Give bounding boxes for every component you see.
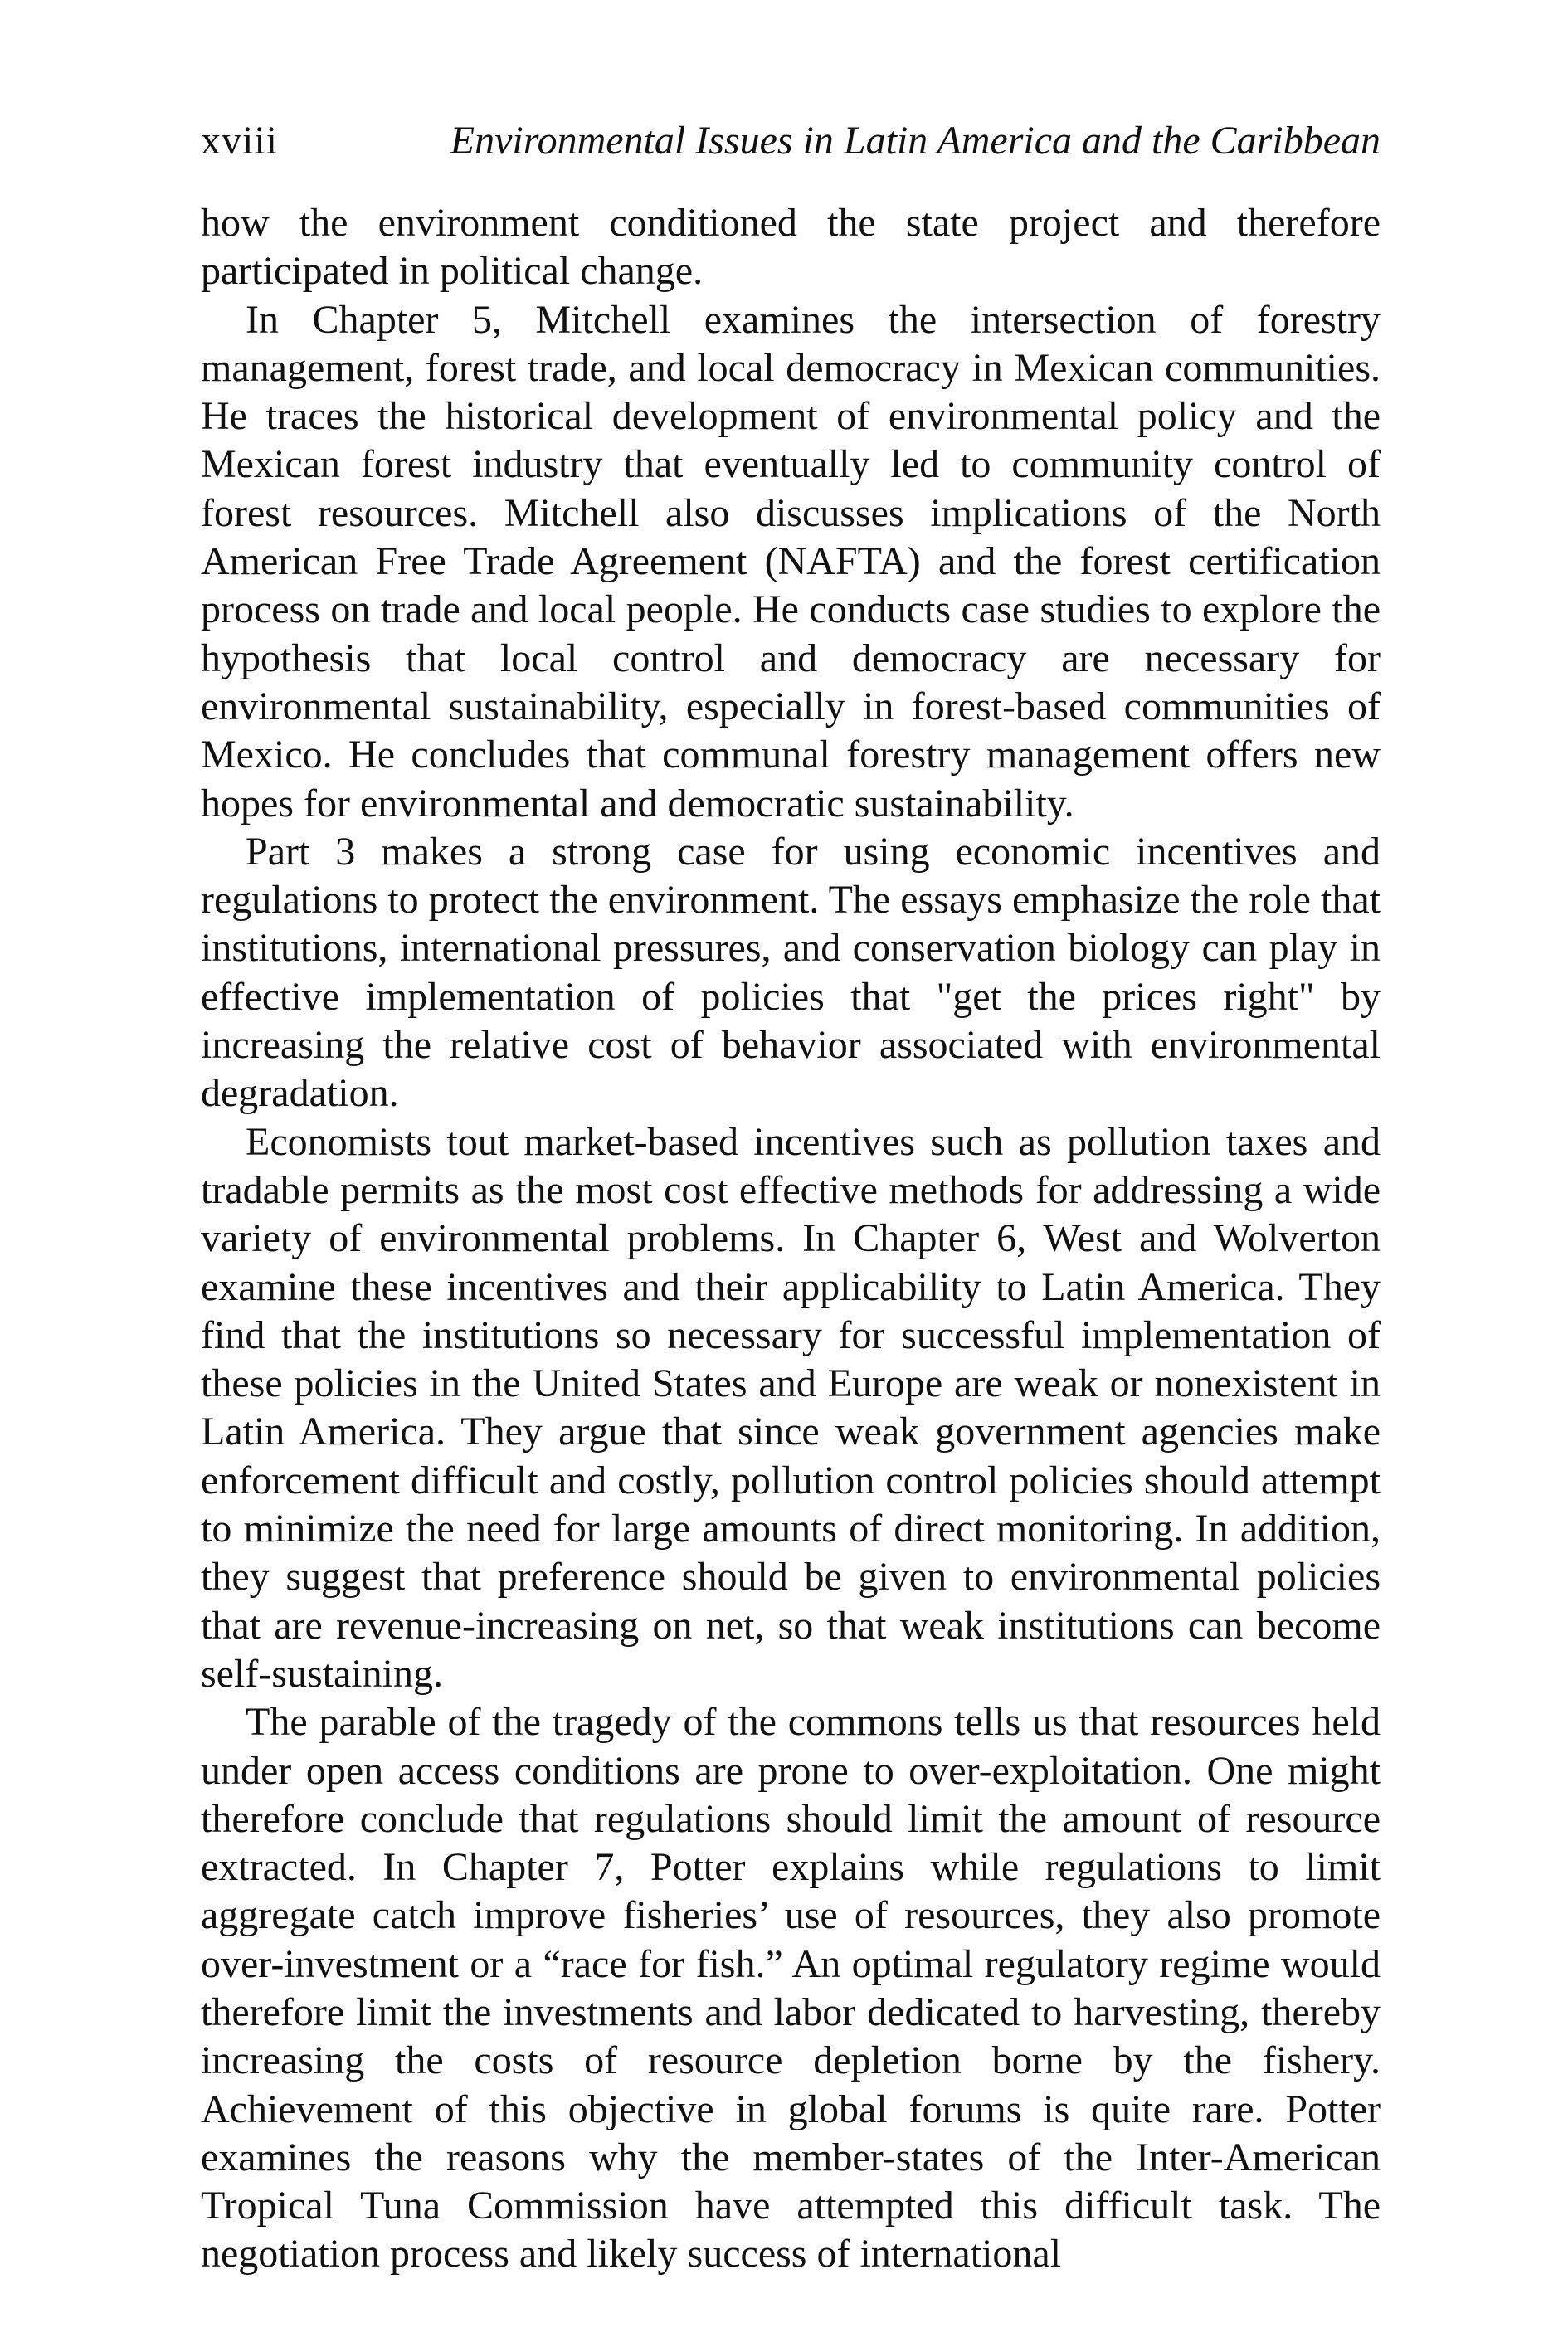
book-page	[201, 116, 1381, 2279]
book-title: Environmental Issues in Latin America and the Caribbean	[450, 119, 1381, 163]
paragraph-part-3: Part 3 makes a strong case for using economic incentives and regulations to protect the environment. The essays emphasize the role that institutions, international pressures, and conservation biology can play in effective implementation of policies that "get the prices right" by increasing the relative cost of behavior associated with environmental degradation.	[201, 829, 1381, 1116]
page-number: xviii	[201, 119, 279, 163]
paragraph-continuation: how the environment conditioned the state project and therefore participated in political change.	[201, 201, 1381, 294]
paragraph-chapter-6: Economists tout market-based incentives such as pollution taxes and tradable permits as the most cost effective methods for addressing a wide variety of environmental problems. In Chapter 6, West and Wolverton examine these incentives and their applicability to Latin America. They find that the institutions so necessary for successful implementation of these policies in the United States and Europe are weak or nonexistent in Latin America. They argue that since weak government agencies make enforcement difficult and costly, pollution control policies should attempt to minimize the need for large amounts of direct monitoring. In addition, they suggest that preference should be given to environmental policies that are revenue-increasing on net, so that weak institutions can become self-sustaining.	[201, 1119, 1381, 1696]
paragraph-chapter-5: In Chapter 5, Mitchell examines the intersection of forestry management, forest trade, and local democracy in Mexican communities. He traces the historical development of environmental policy and the Mexican forest industry that eventually led to community control of forest resources. Mitchell also discusses implications of the North American Free Trade Agreement (NAFTA) and the forest certification process on trade and local people. He conducts case studies to explore the hypothesis that local control and democracy are necessary for environmental sustainability, especially in forest-based communities of Mexico. He concludes that communal forestry management offers new hopes for environmental and democratic sustainability.	[201, 297, 1381, 825]
body-text	[201, 199, 1381, 2279]
running-head	[201, 116, 1381, 166]
paragraph-chapter-7: The parable of the tragedy of the commons tells us that resources held under open access conditions are prone to over-exploitation. One might therefore conclude that regulations should limit the amount of resource extracted. In Chapter 7, Potter explains while regulations to limit aggregate catch improve fisheries’ use of resources, they also promote over-investment or a “race for fish.” An optimal regulatory regime would therefore limit the investments and labor dedicated to harvesting, thereby increasing the costs of resource depletion borne by the fishery. Achievement of this objective in global forums is quite rare. Potter examines the reasons why the member-states of the Inter-American Tropical Tuna Commission have attempted this difficult task. The negotiation process and likely success of international	[201, 1700, 1381, 2277]
